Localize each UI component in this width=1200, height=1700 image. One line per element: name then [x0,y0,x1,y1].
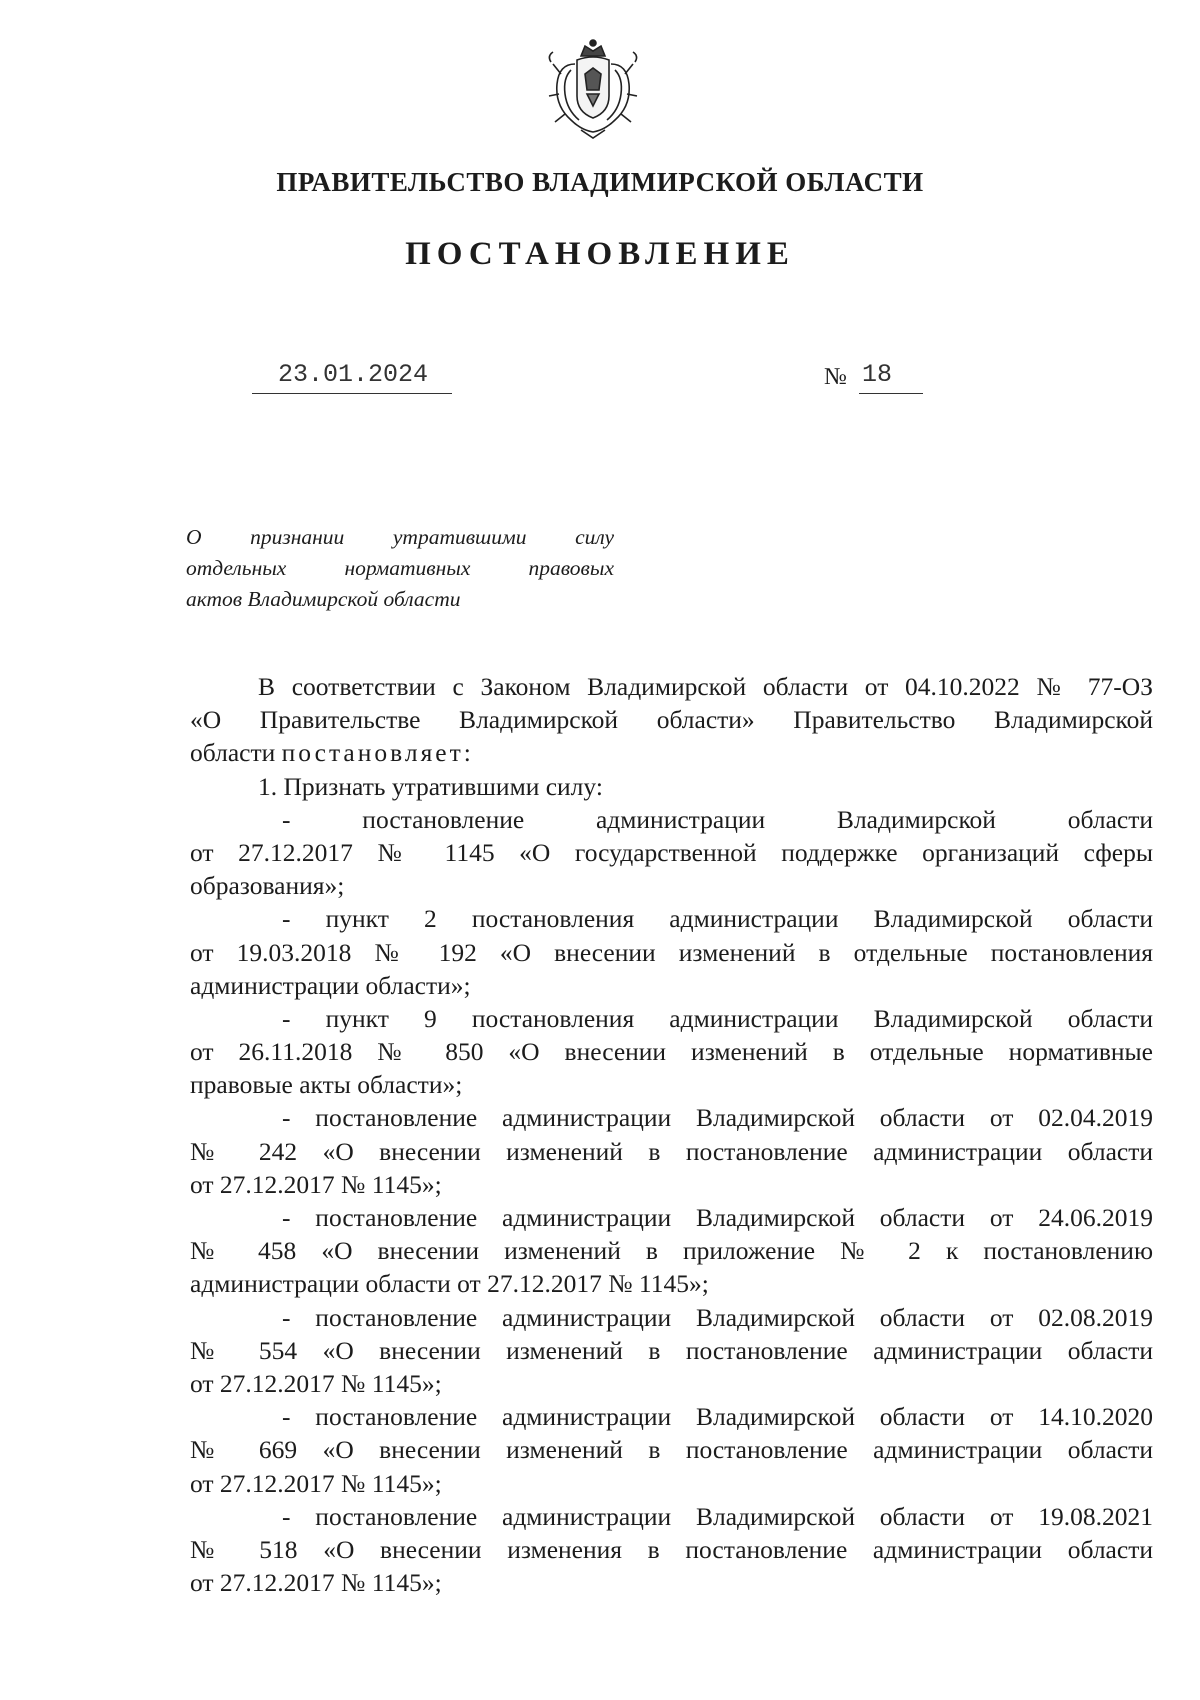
body-line: - постановление администрации Владимирской области от 19.08.2021 [282,1501,1153,1531]
body-line: № 554 «О внесении изменений в постановление администрации области [190,1335,1153,1365]
body-line: от 27.12.2017 № 1145»; [190,1169,442,1199]
document-type-title: ПОСТАНОВЛЕНИЕ [405,236,795,272]
number-sign: № [824,364,847,390]
body-line: № 458 «О внесении изменений в приложение № 2 к постановлению [190,1236,1153,1266]
document-date: 23.01.2024 [278,360,429,389]
body-line: № 518 «О внесении изменения в постановление администрации области [190,1534,1153,1564]
body-line: 1. Признать утратившими силу: [258,771,603,801]
body-line: - постановление администрации Владимирской области от 24.06.2019 [282,1203,1153,1232]
body-line: В соответствии с Законом Владимирской области от 04.10.2022 № 77-ОЗ [258,672,1153,701]
body-line: от 27.12.2017 № 1145»; [190,1468,442,1498]
body-line: - пункт 2 постановления администрации Владимирской области [282,904,1153,934]
subject-line: отдельных нормативных правовых [186,556,614,580]
body-line: № 669 «О внесении изменений в постановление администрации области [190,1435,1153,1465]
body-line: № 242 «О внесении изменений в постановление администрации области [190,1136,1153,1166]
body-text-spaced: постановляет: [281,738,474,768]
document-date-field [252,360,452,394]
body-line: образования»; [190,871,345,901]
body-line: - постановление администрации Владимирской области [282,804,1153,834]
body-line: «О Правительстве Владимирской области» Правительство Владимирской [190,705,1153,735]
body-line: от 27.12.2017 № 1145 «О государственной поддержке организаций сферы [190,837,1153,867]
subject-line: О признании утратившими силу [186,525,614,549]
document-number: 18 [862,360,893,389]
subject-line: актов Владимирской области [186,587,461,611]
body-line: - постановление администрации Владимирской области от 14.10.2020 [282,1402,1153,1432]
number-underline [859,393,923,394]
document-subject [186,522,614,615]
body-line: администрации области»; [190,970,471,1000]
body-line: от 19.03.2018 № 192 «О внесении изменений в отдельные постановления [190,937,1153,967]
coat-of-arms-emblem [541,34,645,142]
body-line [190,736,1153,769]
document-number-field [824,360,924,394]
body-line: - постановление администрации Владимирской области от 02.04.2019 [282,1103,1153,1133]
body-line: от 27.12.2017 № 1145»; [190,1368,442,1398]
body-line: - пункт 9 постановления администрации Владимирской области [282,1003,1153,1033]
body-line: от 26.11.2018 № 850 «О внесении изменений в отдельные нормативные [190,1037,1153,1067]
body-line: правовые акты области»; [190,1070,463,1100]
document-body [190,670,1153,1599]
organization-title: ПРАВИТЕЛЬСТВО ВЛАДИМИРСКОЙ ОБЛАСТИ [276,167,924,197]
body-line: администрации области от 27.12.2017 № 1145»; [190,1269,709,1299]
body-line: - постановление администрации Владимирской области от 02.08.2019 [282,1302,1153,1332]
body-line: от 27.12.2017 № 1145»; [190,1568,442,1598]
date-underline [252,393,452,394]
body-text: области [190,738,276,768]
